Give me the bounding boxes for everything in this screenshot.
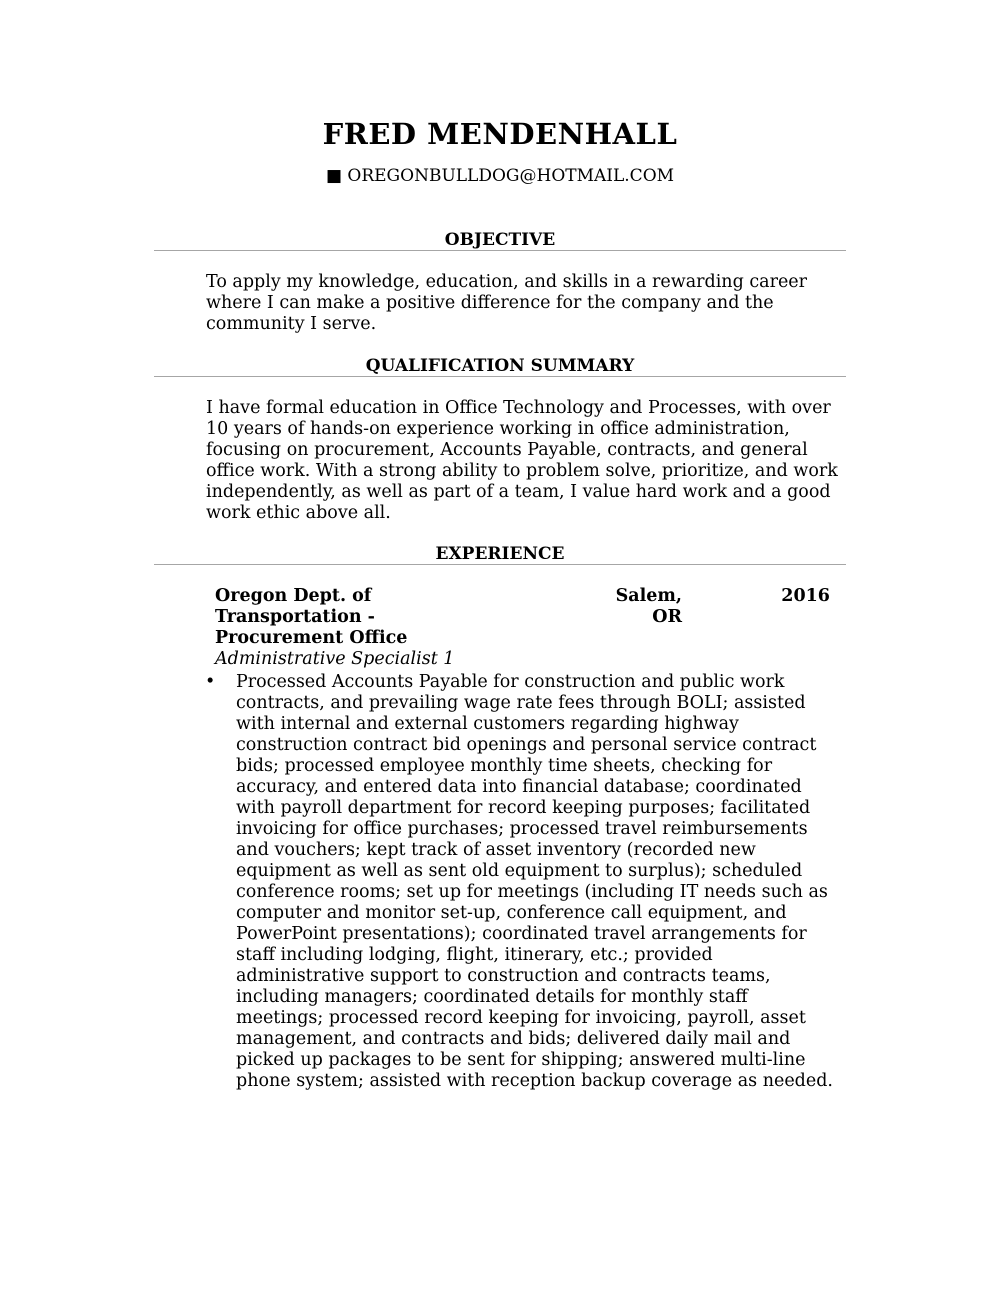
objective-divider — [154, 250, 846, 251]
job-employer: Oregon Dept. of Transportation - Procurement Office — [215, 586, 408, 648]
candidate-name: FRED MENDENHALL — [322, 117, 678, 151]
job-location: Salem, OR — [615, 586, 682, 627]
job-duties-list — [205, 672, 835, 1092]
square-bullet-icon: ■ — [325, 166, 342, 186]
list-item — [205, 672, 835, 1092]
objective-heading: OBJECTIVE — [444, 230, 556, 250]
qualification-summary-heading: QUALIFICATION SUMMARY — [365, 356, 635, 376]
bullet-icon: • — [205, 672, 216, 692]
experience-heading: EXPERIENCE — [435, 544, 565, 564]
objective-text: To apply my knowledge, education, and skills in a rewarding career where I can make a positive difference for the company and the community I serve. — [206, 272, 808, 334]
qualification-summary-text: I have formal education in Office Technology and Processes, with over 10 years of hands-on experience working in office administration, focusing on procurement, Accounts Payable, contracts, and general office work. With a strong ability to problem solve, prioritize, and work independently, as well as part of a team, I value hard work and a good work ethic above all. — [206, 398, 838, 523]
qualification-summary-divider — [154, 376, 846, 377]
job-duty-text: Processed Accounts Payable for construction and public work contracts, and prevailing wage rate fees through BOLI; assisted with internal and external customers regarding highway construction contract bid openings and personal service contract bids; processed employee monthly time sheets, checking for accuracy, and entered data into financial database; coordinated with payroll department for record keeping purposes; facilitated invoicing for office purchases; processed travel reimbursements and vouchers; kept track of asset inventory (recorded new equipment as well as sent old equipment to surplus); scheduled conference rooms; set up for meetings (including IT needs such as computer and monitor set-up, conference call equipment, and PowerPoint presentations); coordinated travel arrangements for staff including lodging, flight, itinerary, etc.; provided administrative support to construction and contracts teams, including managers; coordinated details for monthly staff meetings; processed record keeping for invoicing, payroll, asset management, and contracts and bids; delivered daily mail and picked up packages to be sent for shipping; answered multi-line phone system; assisted with reception backup coverage as needed. — [236, 672, 833, 1091]
experience-divider — [154, 564, 846, 565]
email-address: OREGONBULLDOG@HOTMAIL.COM — [347, 166, 675, 186]
contact-line — [0, 165, 1000, 187]
job-title: Administrative Specialist 1 — [215, 649, 455, 669]
job-year: 2016 — [781, 586, 830, 606]
